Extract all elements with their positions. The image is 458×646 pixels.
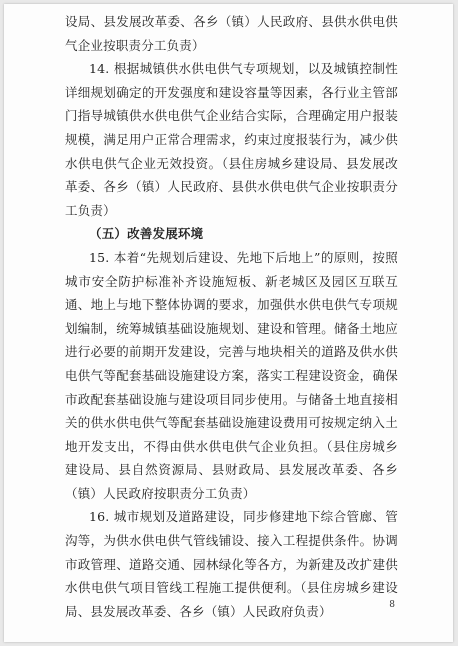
paragraph-16: 16. 城市规划及道路建设，同步修建地下综合管廊、管沟等，为供水供电供气管线铺设、接入工程提供条件。协调市政管理、道路交通、园林绿化等各方，为新建及改扩建供水供电供气项目管线工程施工提供便利。（县住房城乡建设局、县发展改革委、各乡（镇）人民政府负责） [65,509,398,619]
page-number: 8 [389,600,395,610]
section-heading-improve-environment: （五）改善发展环境 [89,226,204,242]
paragraph-continuation: 设局、县发展改革委、各乡（镇）人民政府、县供水供电供气企业按职责分工负责） [65,14,398,53]
document-page [4,4,453,642]
document-body [65,10,398,623]
paragraph-14: 14. 根据城镇供水供电供气专项规划，以及城镇控制性详细规划确定的开发强度和建设容量等因素，各行业主管部门指导城镇供水供电供气企业结合实际，合理确定用户报装规模，满足用户正常合理需求，约束过度报装行为，减少供水供电供气企业无效投资。（县住房城乡建设局、县发展改革委、各乡（镇）人民政府、县供水供电供气企业按职责分工负责） [65,61,398,218]
paragraph-15: 15. 本着“先规划后建设、先地下后地上”的原则，按照城市安全防护标准补齐设施短板、新老城区及园区互联互通、地上与地下整体协调的要求，加强供水供电供气专项规划编制，统筹城镇基础设施规划、建设和管理。储备土地应进行必要的前期开发建设，完善与地块相关的道路及供水供电供气等配套基础设施建设方案，落实工程建设资金，确保市政配套基础设施与建设项目同步使用。与储备土地直接相关的供水供电供气等配套基础设施建设费用可按规定纳入土地开发支出，不得由供水供电供气企业负担。（县住房城乡建设局、县自然资源局、县财政局、县发展改革委、各乡（镇）人民政府按职责分工负责） [65,249,398,501]
